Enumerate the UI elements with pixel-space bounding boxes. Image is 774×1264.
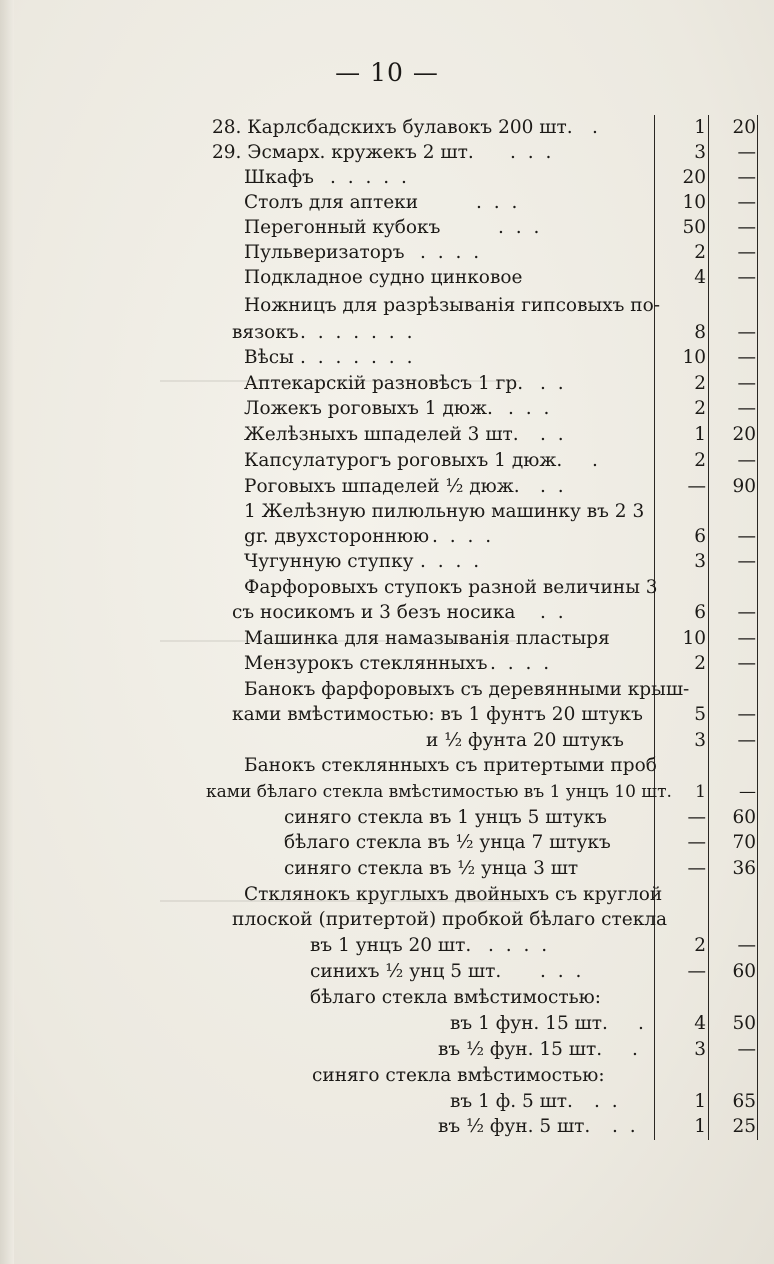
kopeck-value: 36 xyxy=(732,858,756,879)
ledger-row xyxy=(0,550,760,574)
quantity-value: 1 xyxy=(694,424,706,445)
item-description: вязокъ xyxy=(232,322,299,343)
kopeck-value: — xyxy=(737,526,756,547)
leader-dots: . . . . . xyxy=(330,167,410,188)
quantity-value: — xyxy=(687,961,706,982)
quantity-value: 50 xyxy=(682,217,706,238)
item-description: Шкафъ xyxy=(244,167,314,188)
kopeck-value: 90 xyxy=(732,476,756,497)
kopeck-value: — xyxy=(737,450,756,471)
item-description: въ 1 унцъ 20 шт. xyxy=(310,935,472,956)
ledger-row xyxy=(0,166,760,190)
item-description: Мензурокъ стеклянныхъ xyxy=(244,653,488,674)
ledger-row xyxy=(0,678,760,702)
item-description: Столъ для аптеки xyxy=(244,192,419,213)
kopeck-value: — xyxy=(737,347,756,368)
leader-dots: . . . . xyxy=(488,935,551,956)
leader-dots: . xyxy=(592,450,601,471)
item-description: Ложекъ роговыхъ 1 дюж. xyxy=(244,398,493,419)
item-description: Стклянокъ круглыхъ двойныхъ съ круглой xyxy=(244,884,663,905)
item-description: Желѣзныхъ шпаделей 3 шт. xyxy=(244,424,519,445)
quantity-value: 2 xyxy=(694,373,706,394)
kopeck-value: — xyxy=(739,782,756,802)
leader-dots: . . . . xyxy=(420,242,483,263)
ledger-row xyxy=(0,475,760,499)
item-description: Роговыхъ шпаделей ½ дюж. xyxy=(244,476,520,497)
kopeck-value: — xyxy=(737,192,756,213)
quantity-value: 20 xyxy=(682,167,706,188)
item-description: синяго стекла въ 1 унцъ 5 штукъ xyxy=(284,807,607,828)
ledger-row xyxy=(0,116,760,140)
leader-dots: . . . . . . . xyxy=(300,322,416,343)
ledger-row xyxy=(0,500,760,524)
ledger-row xyxy=(0,986,760,1010)
ledger-row xyxy=(0,576,760,600)
ledger-row xyxy=(0,883,760,907)
ledger-row xyxy=(0,141,760,165)
quantity-value: 1 xyxy=(694,117,706,138)
item-description: Чугунную ступку xyxy=(244,551,414,572)
quantity-value: — xyxy=(687,476,706,497)
item-description: и ½ фунта 20 штукъ xyxy=(426,730,624,751)
kopeck-value: — xyxy=(737,167,756,188)
ledger-row xyxy=(0,806,760,830)
ledger-row xyxy=(0,372,760,396)
leader-dots: . . xyxy=(540,476,567,497)
quantity-value: 3 xyxy=(694,730,706,751)
leader-dots: . xyxy=(638,1013,647,1034)
kopeck-value: — xyxy=(737,322,756,343)
ledger-row xyxy=(0,729,760,753)
kopeck-value: — xyxy=(737,704,756,725)
kopeck-value: — xyxy=(737,373,756,394)
quantity-value: — xyxy=(687,832,706,853)
kopeck-value: 20 xyxy=(732,117,756,138)
ledger-row xyxy=(0,397,760,421)
ledger-row xyxy=(0,216,760,240)
ledger-row xyxy=(0,1115,760,1139)
item-description: плоской (притертой) пробкой бѣлаго стекла xyxy=(232,909,668,930)
ledger-row xyxy=(0,754,760,778)
quantity-value: 2 xyxy=(694,242,706,263)
quantity-value: 3 xyxy=(694,551,706,572)
kopeck-value: — xyxy=(737,142,756,163)
leader-dots: . . xyxy=(540,602,567,623)
kopeck-value: — xyxy=(737,602,756,623)
kopeck-value: 65 xyxy=(732,1091,756,1112)
leader-dots: . xyxy=(592,117,601,138)
ledger-row xyxy=(0,1038,760,1062)
quantity-value: 1 xyxy=(694,1116,706,1137)
ledger-row xyxy=(0,525,760,549)
kopeck-value: — xyxy=(737,242,756,263)
item-description: Подкладное судно цинковое xyxy=(244,267,523,288)
ledger-row xyxy=(0,934,760,958)
ledger-row xyxy=(0,241,760,265)
kopeck-value: — xyxy=(737,217,756,238)
ledger-row xyxy=(0,831,760,855)
kopeck-value: 60 xyxy=(732,961,756,982)
leader-dots: . . . . . . . xyxy=(300,347,416,368)
leader-dots: . . . . xyxy=(432,526,495,547)
quantity-value: — xyxy=(687,807,706,828)
item-description: Банокъ фарфоровыхъ съ деревянными крыш- xyxy=(244,679,690,700)
kopeck-value: 20 xyxy=(732,424,756,445)
item-description: Машинка для намазыванія пластыря xyxy=(244,628,610,649)
ledger-row xyxy=(0,908,760,932)
item-description: Перегонный кубокъ xyxy=(244,217,441,238)
item-description: въ ½ фун. 5 шт. xyxy=(438,1116,591,1137)
item-description: бѣлаго стекла въ ½ унца 7 штукъ xyxy=(284,832,611,853)
quantity-value: 2 xyxy=(694,935,706,956)
item-description: Аптекарскій разновѣсъ 1 гр. xyxy=(244,373,524,394)
ledger-row xyxy=(0,449,760,473)
item-description: 28. Карлсбадскихъ булавокъ 200 шт. xyxy=(212,117,573,138)
item-description: Ножницъ для разрѣзыванія гипсовыхъ по- xyxy=(244,295,661,316)
item-description: Фарфоровыхъ ступокъ разной величины 3 xyxy=(244,577,658,598)
quantity-value: 10 xyxy=(682,192,706,213)
ledger-row xyxy=(0,423,760,447)
item-description: 1 Желѣзную пилюльную машинку въ 2 3 xyxy=(244,501,645,522)
item-description: Вѣсы xyxy=(244,347,294,368)
item-description: ками вмѣстимостью: въ 1 фунтъ 20 штукъ xyxy=(232,704,643,725)
item-description: бѣлаго стекла вмѣстимостью: xyxy=(310,987,601,1008)
item-description: съ носикомъ и 3 безъ носика xyxy=(232,602,516,623)
item-description: въ 1 фун. 15 шт. xyxy=(450,1013,608,1034)
item-description: Пульверизаторъ xyxy=(244,242,405,263)
item-description: синяго стекла вмѣстимостью: xyxy=(312,1065,605,1086)
item-description: gr. двухстороннюю xyxy=(244,526,430,547)
ledger-row xyxy=(0,780,760,804)
leader-dots: . . xyxy=(540,424,567,445)
ledger-row xyxy=(0,703,760,727)
quantity-value: 4 xyxy=(694,267,706,288)
kopeck-value: — xyxy=(737,628,756,649)
leader-dots: . . . xyxy=(508,398,553,419)
item-description: Капсулатурогъ роговыхъ 1 дюж. xyxy=(244,450,563,471)
leader-dots: . . . xyxy=(498,217,543,238)
kopeck-value: — xyxy=(737,1039,756,1060)
quantity-value: 3 xyxy=(694,1039,706,1060)
kopeck-value: 50 xyxy=(732,1013,756,1034)
ledger-row xyxy=(0,346,760,370)
quantity-value: 10 xyxy=(682,347,706,368)
ledger-row xyxy=(0,1012,760,1036)
leader-dots: . . . . xyxy=(420,551,483,572)
ledger-row xyxy=(0,191,760,215)
quantity-value: 2 xyxy=(694,653,706,674)
ledger-row xyxy=(0,601,760,625)
item-description: 29. Эсмарх. кружекъ 2 шт. xyxy=(212,142,474,163)
leader-dots: . . xyxy=(612,1116,639,1137)
ledger-row xyxy=(0,857,760,881)
kopeck-value: — xyxy=(737,398,756,419)
leader-dots: . . . . xyxy=(490,653,553,674)
quantity-value: 1 xyxy=(695,782,706,802)
quantity-value: 2 xyxy=(694,398,706,419)
item-description: синихъ ½ унц 5 шт. xyxy=(310,961,502,982)
leader-dots: . xyxy=(632,1039,641,1060)
leader-dots: . . xyxy=(594,1091,621,1112)
ledger-row xyxy=(0,652,760,676)
leader-dots: . . xyxy=(540,373,567,394)
ledger-row xyxy=(0,1064,760,1088)
quantity-value: 5 xyxy=(694,704,706,725)
kopeck-value: — xyxy=(737,653,756,674)
quantity-value: 3 xyxy=(694,142,706,163)
quantity-value: 6 xyxy=(694,526,706,547)
ledger-row xyxy=(0,321,760,345)
ledger-row xyxy=(0,294,760,318)
quantity-value: 1 xyxy=(694,1091,706,1112)
page-number: — 10 — xyxy=(335,58,439,87)
quantity-value: 4 xyxy=(694,1013,706,1034)
ledger-row xyxy=(0,627,760,651)
kopeck-value: 25 xyxy=(732,1116,756,1137)
quantity-value: 8 xyxy=(694,322,706,343)
leader-dots: . . . xyxy=(540,961,585,982)
item-description: синяго стекла въ ½ унца 3 шт xyxy=(284,858,579,879)
ledger-row xyxy=(0,1090,760,1114)
item-description: Банокъ стеклянныхъ съ притертыми проб xyxy=(244,755,657,776)
item-description: въ 1 ф. 5 шт. xyxy=(450,1091,573,1112)
kopeck-value: — xyxy=(737,551,756,572)
item-description: ками бѣлаго стекла вмѣстимостью въ 1 унцъ 10 шт. xyxy=(206,782,672,802)
kopeck-value: — xyxy=(737,267,756,288)
kopeck-value: — xyxy=(737,935,756,956)
ledger-row xyxy=(0,266,760,290)
ledger-row xyxy=(0,960,760,984)
kopeck-value: — xyxy=(737,730,756,751)
quantity-value: 2 xyxy=(694,450,706,471)
kopeck-value: 60 xyxy=(732,807,756,828)
leader-dots: . . . xyxy=(510,142,555,163)
kopeck-value: 70 xyxy=(732,832,756,853)
leader-dots: . . . xyxy=(476,192,521,213)
quantity-value: — xyxy=(687,858,706,879)
quantity-value: 10 xyxy=(682,628,706,649)
item-description: въ ½ фун. 15 шт. xyxy=(438,1039,603,1060)
quantity-value: 6 xyxy=(694,602,706,623)
